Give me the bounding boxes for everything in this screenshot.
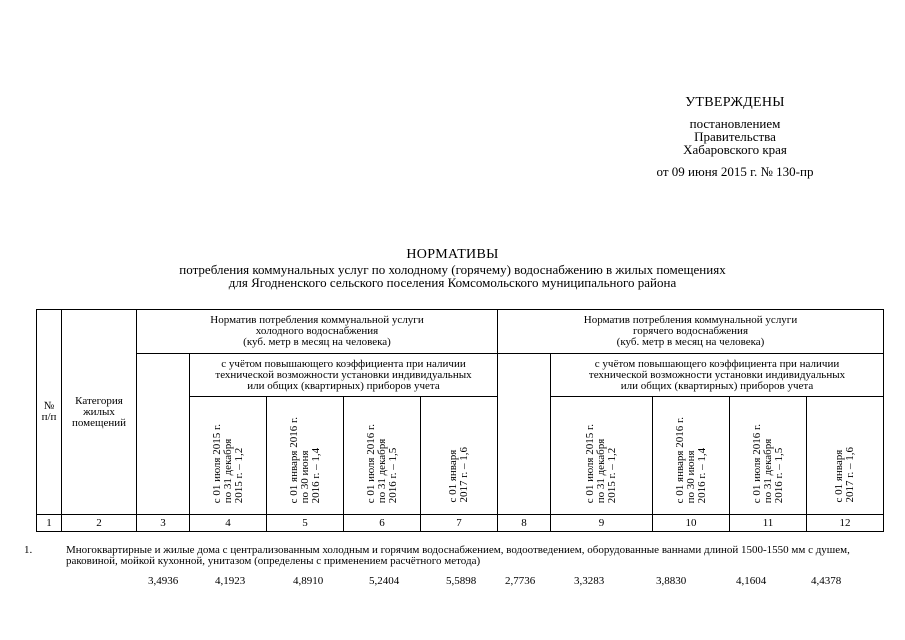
approval-date: от 09 июня 2015 г. № 130-пр — [656, 164, 814, 179]
column-number: 2 — [62, 515, 137, 532]
column-number-row — [37, 515, 884, 532]
header-hot-water: Норматив потребления коммунальной услуги горячего водоснабжения (куб. метр в месяц на человека) — [498, 310, 884, 354]
title-line-1: потребления коммунальных услуг по холодному (горячему) водоснабжению в жилых помещениях — [179, 262, 726, 277]
header-hot-base — [498, 354, 551, 515]
value-cell: 3,3283 — [574, 575, 605, 587]
norms-table — [36, 309, 884, 532]
approval-line-3: Хабаровского края — [683, 142, 787, 157]
header-cold-period-1: с 01 июля 2015 г. по 31 декабря 2015 г. – 1,2 — [190, 397, 267, 515]
header-cold-period-2: с 01 января 2016 г. по 30 июня 2016 г. – 1,4 — [267, 397, 344, 515]
value-cell: 5,2404 — [369, 575, 400, 587]
header-cold-period-4: с 01 января 2017 г. – 1,6 — [421, 397, 498, 515]
section-number: 1. — [24, 544, 33, 556]
header-hot-coefficient: с учётом повышающего коэффициента при наличии технической возможности установки индивидуальных или общих (квартирных) приборов учета — [551, 354, 884, 397]
header-cold-period-3: с 01 июля 2016 г. по 31 декабря 2016 г. – 1,5 — [344, 397, 421, 515]
header-hot-period-4: с 01 января 2017 г. – 1,6 — [807, 397, 884, 515]
document-title — [40, 248, 865, 289]
value-cell: 3,4936 — [148, 575, 179, 587]
header-cold-base — [137, 354, 190, 515]
column-number: 4 — [190, 515, 267, 532]
value-cell: 3,8830 — [656, 575, 687, 587]
column-number: 5 — [267, 515, 344, 532]
value-cell: 2,7736 — [505, 575, 536, 587]
column-number: 11 — [730, 515, 807, 532]
values-row — [0, 575, 905, 589]
column-number: 6 — [344, 515, 421, 532]
title-main: НОРМАТИВЫ — [406, 247, 499, 262]
approval-line-1: постановлением — [689, 116, 781, 131]
column-number: 10 — [653, 515, 730, 532]
column-number: 12 — [807, 515, 884, 532]
header-category: Категория жилых помещений — [62, 310, 137, 515]
header-hot-period-1: с 01 июля 2015 г. по 31 декабря 2015 г. – 1,2 — [551, 397, 653, 515]
approval-heading: УТВЕРЖДЕНЫ — [685, 95, 785, 110]
value-cell: 4,1604 — [736, 575, 767, 587]
column-number: 3 — [137, 515, 190, 532]
header-hot-period-2: с 01 января 2016 г. по 30 июня 2016 г. – 1,4 — [653, 397, 730, 515]
header-cold-coefficient: с учётом повышающего коэффициента при наличии технической возможности установки индивидуальных или общих (квартирных) приборов учета — [190, 354, 498, 397]
column-number: 9 — [551, 515, 653, 532]
title-line-2: для Ягодненского сельского поселения Комсомольского муниципального района — [228, 275, 677, 290]
header-hot-period-3: с 01 июля 2016 г. по 31 декабря 2016 г. – 1,5 — [730, 397, 807, 515]
column-number: 7 — [421, 515, 498, 532]
header-number: № п/п — [37, 310, 62, 515]
value-cell: 4,4378 — [811, 575, 842, 587]
column-number: 1 — [37, 515, 62, 532]
value-cell: 5,5898 — [446, 575, 477, 587]
value-cell: 4,8910 — [293, 575, 324, 587]
column-number: 8 — [498, 515, 551, 532]
approval-block — [620, 96, 850, 178]
value-cell: 4,1923 — [215, 575, 246, 587]
header-cold-water: Норматив потребления коммунальной услуги холодного водоснабжения (куб. метр в месяц на человека) — [137, 310, 498, 354]
section-text: Многоквартирные и жилые дома с централизованным холодным и горячим водоснабжением, водоотведением, оборудованные ваннами длиной 1500-1550 мм с душем, раковиной, мойкой кухонной, унитазом (определены с применением расчётного метода) — [66, 544, 850, 567]
approval-line-2: Правительства — [694, 129, 776, 144]
